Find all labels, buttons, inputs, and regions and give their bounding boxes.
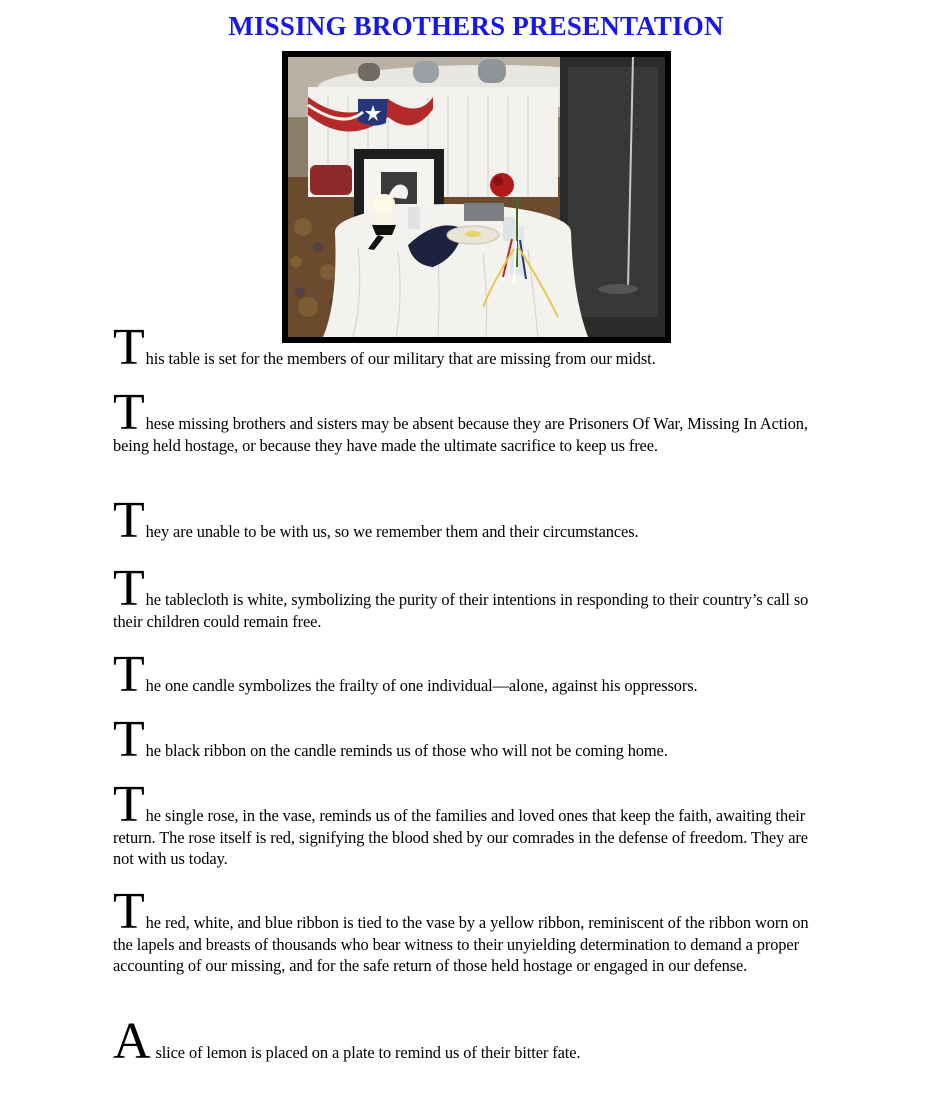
page-title: MISSING BROTHERS PRESENTATION [228,11,724,41]
paragraph-9 [113,1013,831,1070]
drop-cap: T [113,883,145,940]
paragraph-4 [113,560,831,632]
paragraph-7 [113,776,831,870]
drop-cap: T [113,319,145,376]
drop-cap: T [113,560,145,617]
drop-cap: T [113,384,145,441]
paragraph-8 [113,883,831,977]
paragraph-text: hey are unable to be with us, so we remember them and their circumstances. [145,522,639,541]
paragraph-text: he black ribbon on the candle reminds us of those who will not be coming home. [145,741,668,760]
paragraph-text: he single rose, in the vase, reminds us of the families and loved ones that keep the faith, awaiting their return. The rose itself is red, signifying the blood shed by our comrades in the defense of freedom. They are not with us today. [113,806,808,868]
missing-man-table-photo [288,57,665,337]
paragraph-text: he tablecloth is white, symbolizing the purity of their intentions in responding to their country’s call so their children could remain free. [113,590,809,631]
paragraph-3 [113,492,831,549]
paragraph-text: he red, white, and blue ribbon is tied to the vase by a yellow ribbon, reminiscent of the ribbon worn on the lapels and breasts of thousands who bear witness to their unyielding determination to demand a proper accounting of our missing, and for the safe return of those held hostage or engaged in our defense. [113,913,809,975]
paragraph-text: his table is set for the members of our military that are missing from our midst. [145,349,656,368]
paragraph-6 [113,711,831,768]
paragraph-5 [113,646,831,703]
paragraph-2 [113,384,831,456]
drop-cap: T [113,646,145,703]
drop-cap: T [113,711,145,768]
drop-cap: T [113,776,145,833]
paragraph-text: hese missing brothers and sisters may be absent because they are Prisoners Of War, Missing In Action, being held hostage, or because they have made the ultimate sacrifice to keep us free. [113,414,808,455]
paragraph-text: slice of lemon is placed on a plate to remind us of their bitter fate. [151,1043,581,1062]
drop-cap: T [113,492,145,549]
paragraph-1 [113,319,831,376]
paragraph-text: he one candle symbolizes the frailty of one individual—alone, against his oppressors. [145,676,698,695]
photo-frame [282,51,671,343]
drop-cap: A [113,1013,151,1070]
